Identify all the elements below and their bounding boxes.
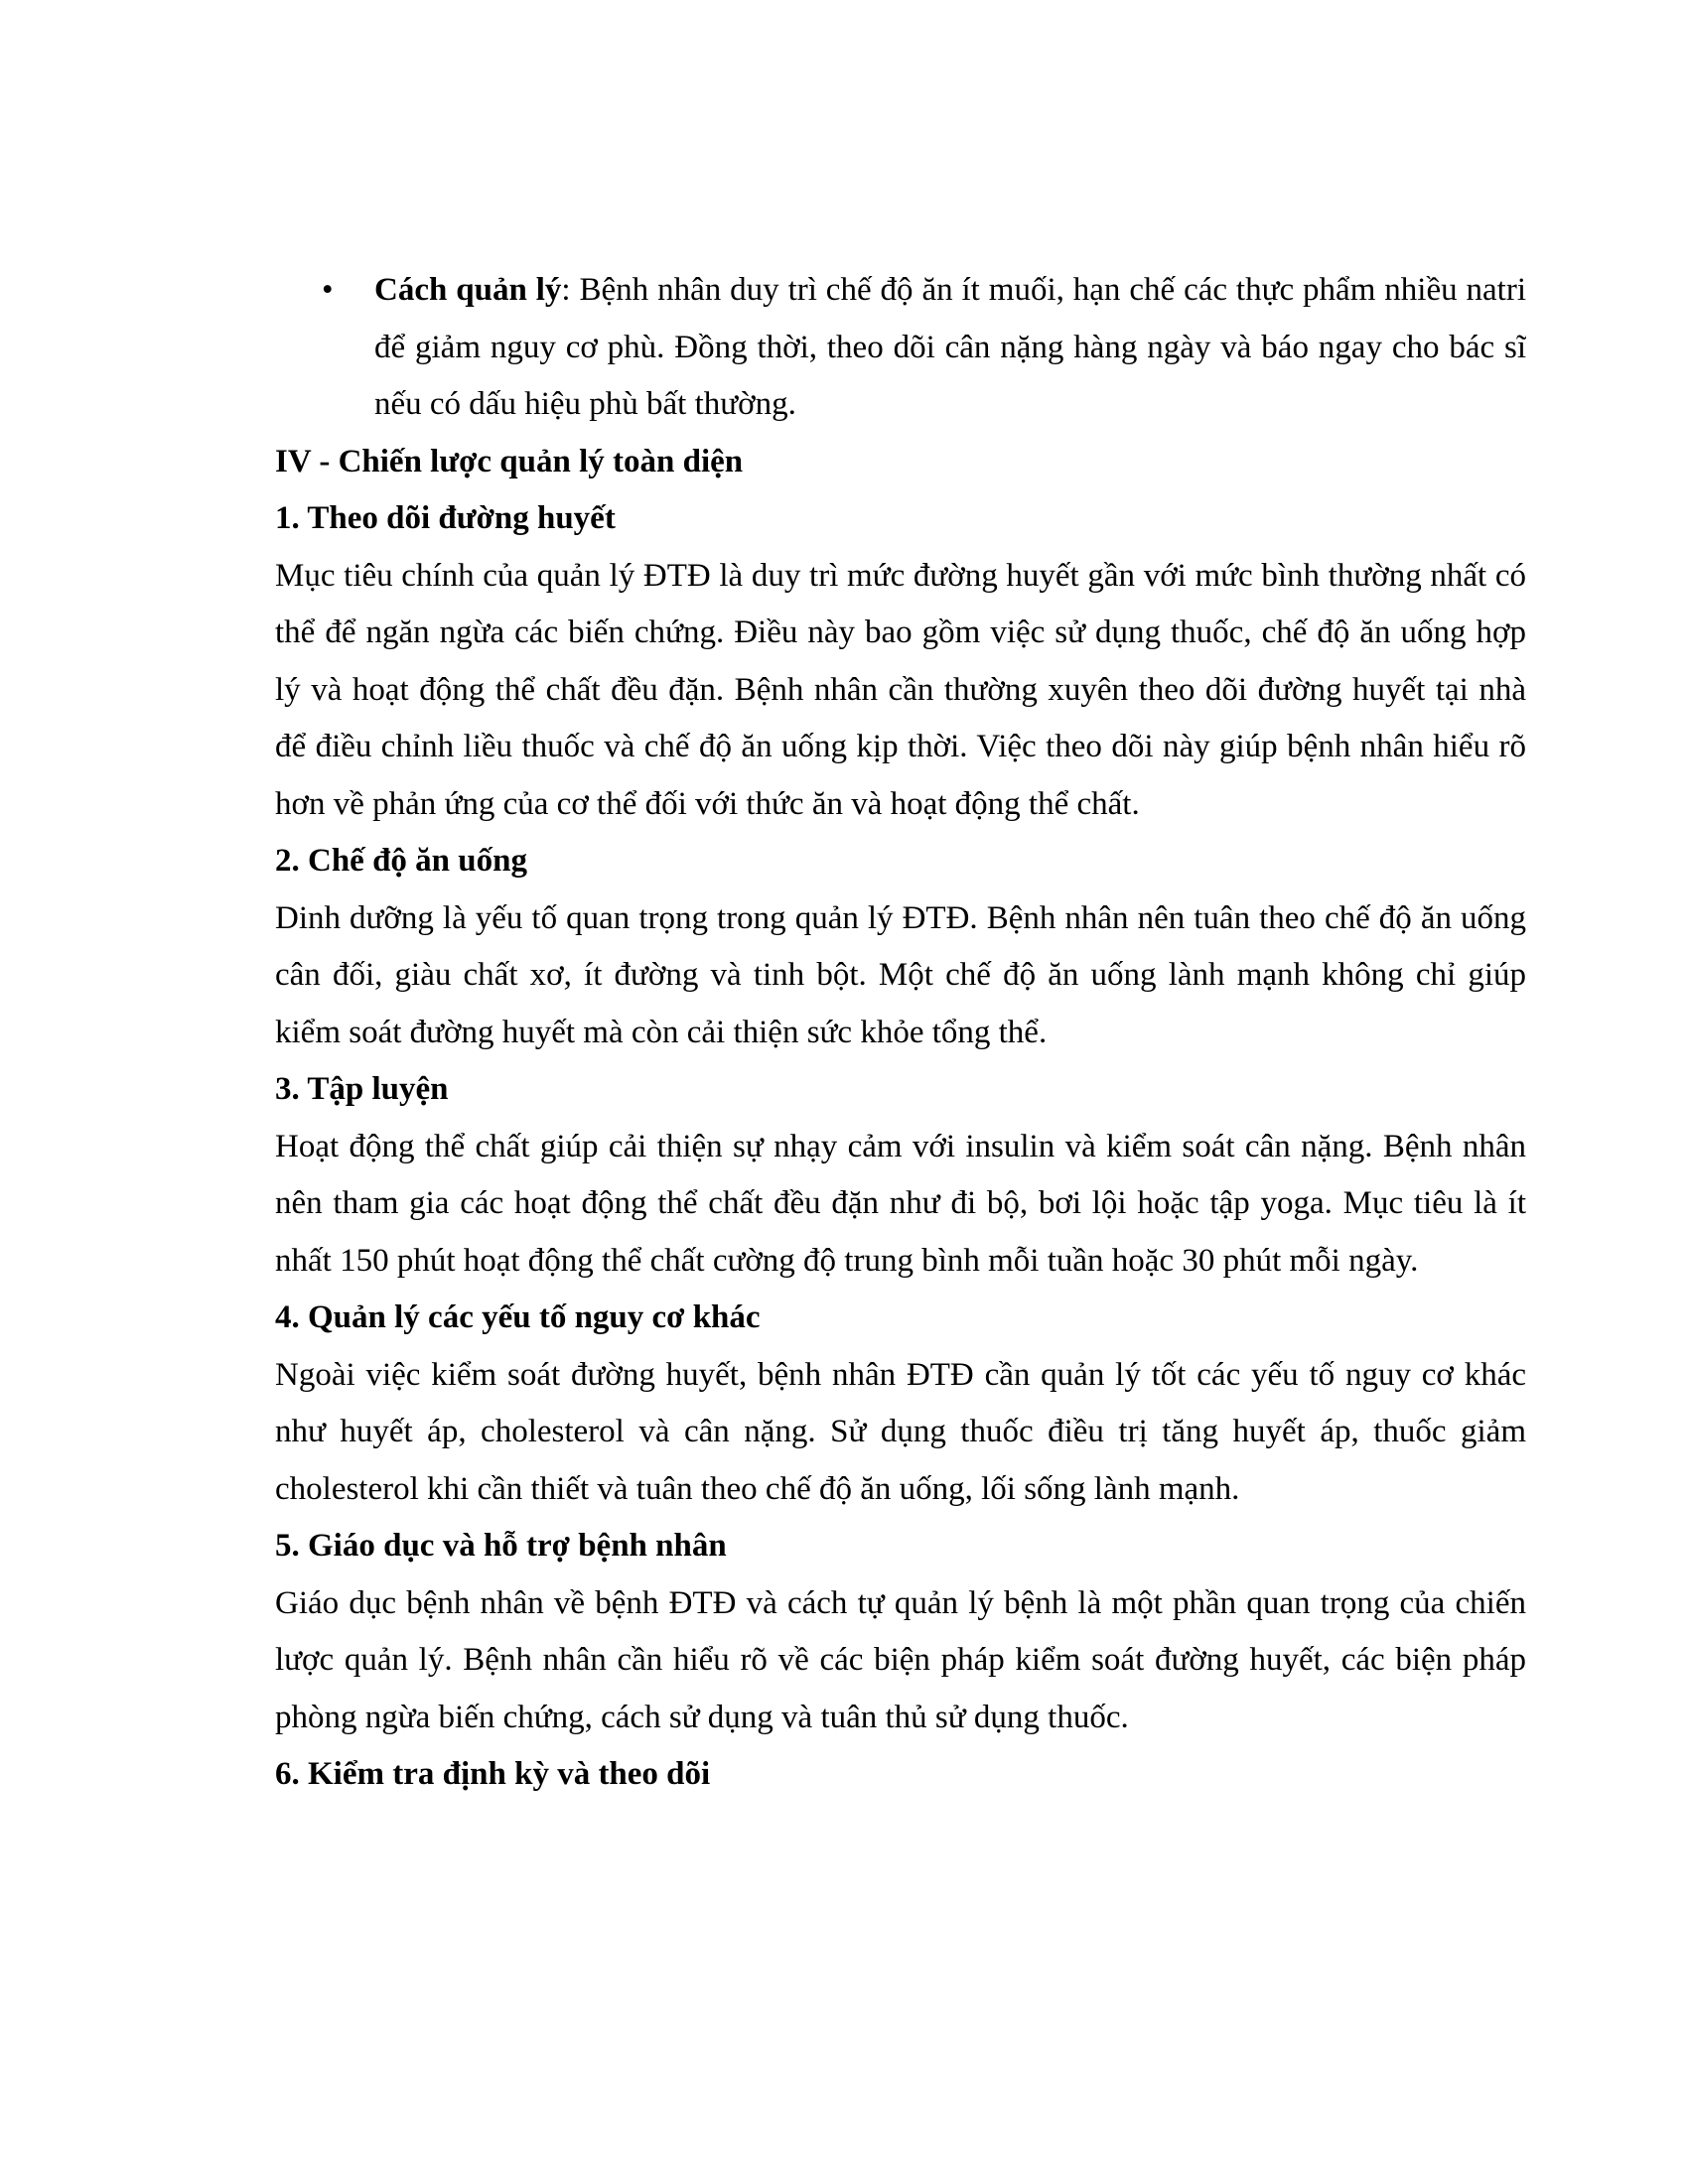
document-page: [275, 262, 1526, 1804]
paragraph-line: lược quản lý. Bệnh nhân cần hiểu rõ về các biện pháp kiểm soát đường huyết, các biện pháp: [275, 1642, 1526, 1678]
paragraph-line: Hoạt động thể chất giúp cải thiện sự nhạy cảm với insulin và kiểm soát cân nặng. Bệnh nhân: [275, 1128, 1526, 1164]
paragraph-line: để điều chỉnh liều thuốc và chế độ ăn uống kịp thời. Việc theo dõi này giúp bệnh nhân hiểu rõ: [275, 729, 1526, 764]
bullet-item-management: [275, 262, 1526, 434]
paragraph-line: thể để ngăn ngừa các biến chứng. Điều này bao gồm việc sử dụng thuốc, chế độ ăn uống hợp: [275, 614, 1526, 650]
bullet-line: [374, 262, 1526, 320]
section-block: [275, 833, 1526, 1061]
bullet-line: để giảm nguy cơ phù. Đồng thời, theo dõi cân nặng hàng ngày và báo ngay cho bác sĩ: [374, 329, 1526, 365]
paragraph-line: nên tham gia các hoạt động thể chất đều đặn như đi bộ, bơi lội hoặc tập yoga. Mục tiêu là ít: [275, 1185, 1526, 1221]
section-block: [275, 490, 1526, 833]
paragraph-line: phòng ngừa biến chứng, cách sử dụng và tuân thủ sử dụng thuốc.: [275, 1699, 1129, 1735]
paragraph-line: cân đối, giàu chất xơ, ít đường và tinh bột. Một chế độ ăn uống lành mạnh không chỉ giúp: [275, 957, 1526, 993]
paragraph-line: hơn về phản ứng của cơ thể đối với thức ăn và hoạt động thể chất.: [275, 785, 1140, 822]
section-heading: 6. Kiểm tra định kỳ và theo dõi: [275, 1756, 711, 1792]
bullet-label: Cách quản lý: [374, 272, 562, 308]
section-heading: 1. Theo dõi đường huyết: [275, 500, 616, 536]
section-block: [275, 1518, 1526, 1746]
section-block: [275, 1746, 1526, 1804]
section-heading: 4. Quản lý các yếu tố nguy cơ khác: [275, 1299, 761, 1335]
bullet-line: nếu có dấu hiệu phù bất thường.: [374, 386, 796, 422]
paragraph-line: Mục tiêu chính của quản lý ĐTĐ là duy trì mức đường huyết gần với mức bình thường nhất có: [275, 557, 1526, 594]
paragraph-line: kiểm soát đường huyết mà còn cải thiện sức khỏe tổng thể.: [275, 1014, 1048, 1050]
section-block: [275, 1290, 1526, 1518]
paragraph-line: lý và hoạt động thể chất đều đặn. Bệnh nhân cần thường xuyên theo dõi đường huyết tại nhà: [275, 671, 1526, 708]
paragraph-line: Dinh dưỡng là yếu tố quan trọng trong quản lý ĐTĐ. Bệnh nhân nên tuân theo chế độ ăn uống: [275, 899, 1526, 936]
paragraph-line: Ngoài việc kiểm soát đường huyết, bệnh nhân ĐTĐ cần quản lý tốt các yếu tố nguy cơ khác: [275, 1356, 1526, 1393]
paragraph-line: Giáo dục bệnh nhân về bệnh ĐTĐ và cách tự quản lý bệnh là một phần quan trọng của chiến: [275, 1584, 1526, 1621]
bullet-icon: •: [322, 272, 334, 308]
sections-container: [275, 490, 1526, 1804]
paragraph-line: cholesterol khi cần thiết và tuân theo chế độ ăn uống, lối sống lành mạnh.: [275, 1470, 1240, 1507]
paragraph-line: như huyết áp, cholesterol và cân nặng. Sử dụng thuốc điều trị tăng huyết áp, thuốc giảm: [275, 1414, 1526, 1449]
section-block: [275, 1061, 1526, 1290]
paragraph-line: nhất 150 phút hoạt động thể chất cường độ trung bình mỗi tuần hoặc 30 phút mỗi ngày.: [275, 1242, 1419, 1279]
section-heading: 2. Chế độ ăn uống: [275, 843, 527, 879]
section-title: IV - Chiến lược quản lý toàn diện: [275, 443, 744, 479]
section-heading: 5. Giáo dục và hỗ trợ bệnh nhân: [275, 1528, 727, 1564]
bullet-text: : Bệnh nhân duy trì chế độ ăn ít muối, hạn chế các thực phẩm nhiều natri: [561, 272, 1526, 308]
section-heading: 3. Tập luyện: [275, 1071, 449, 1107]
